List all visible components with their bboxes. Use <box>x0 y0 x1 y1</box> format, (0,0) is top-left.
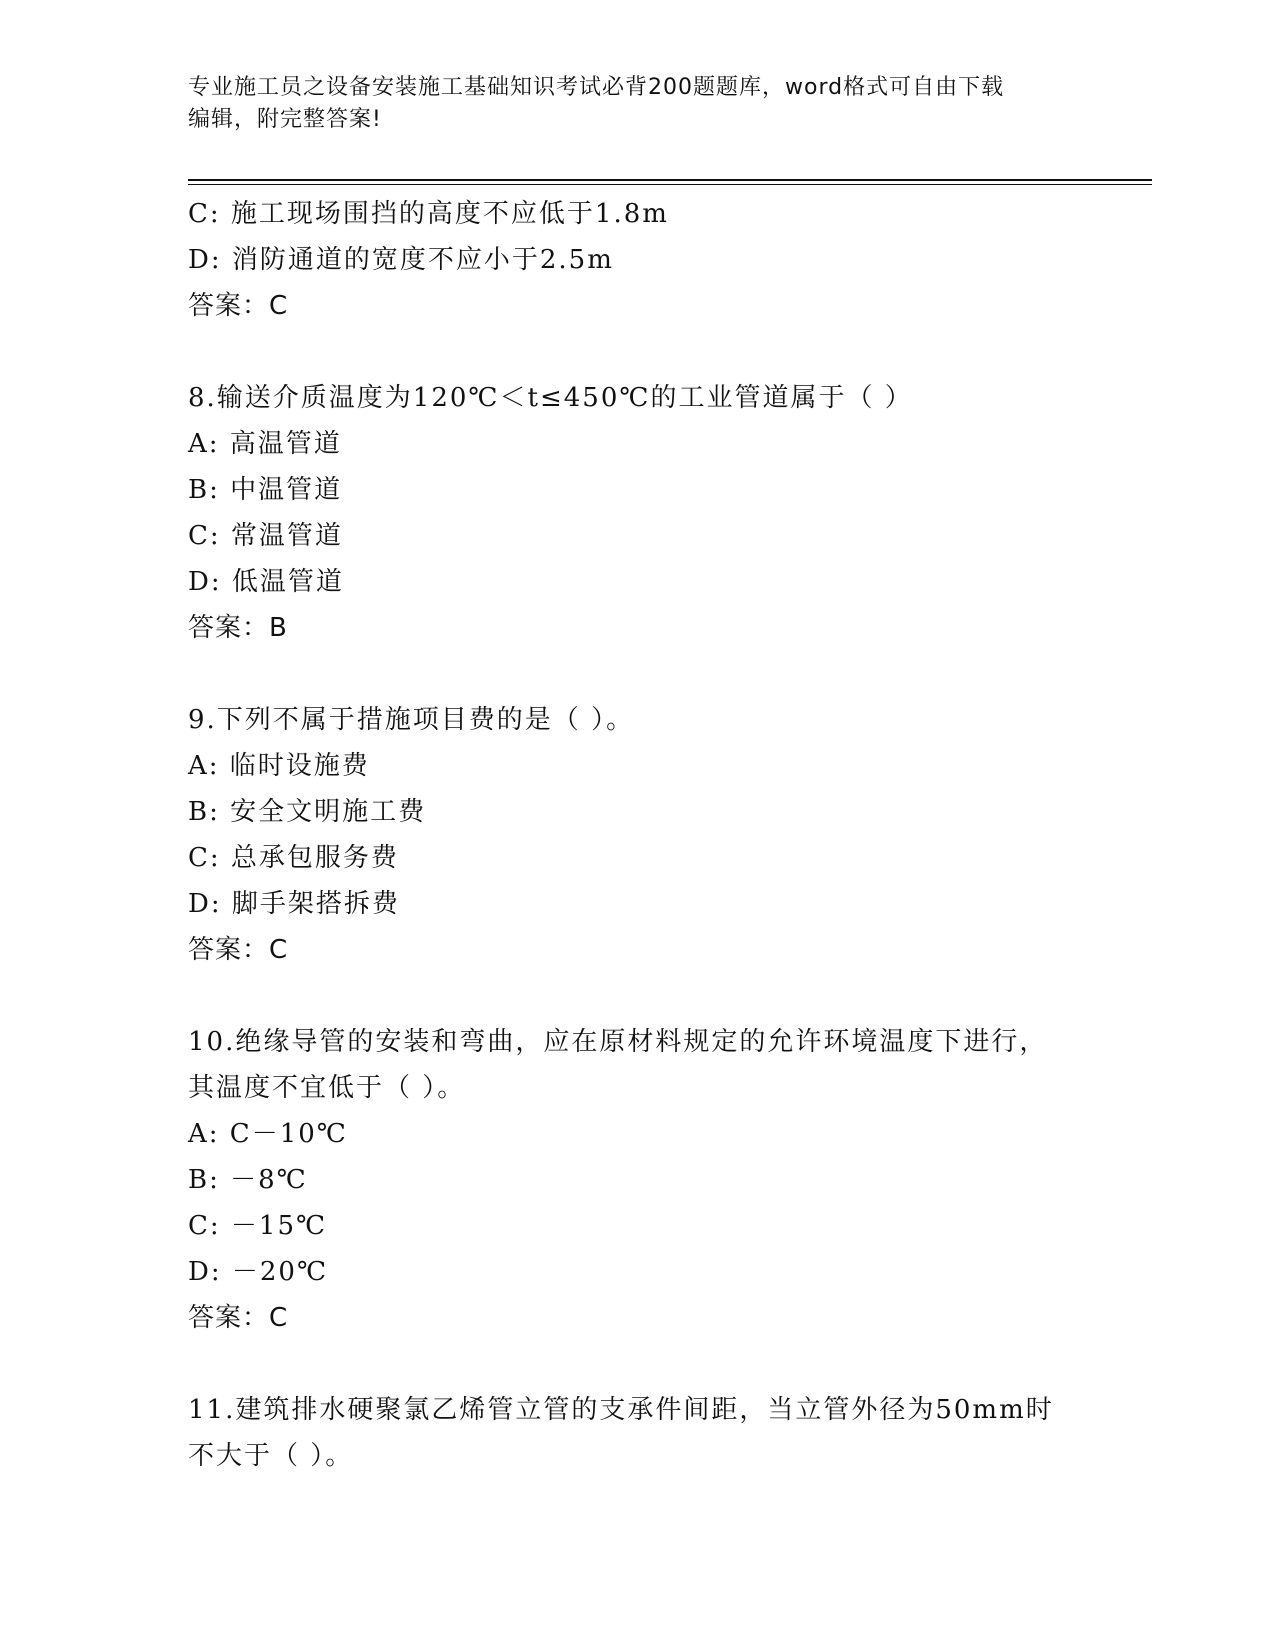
q11-question-line-2: 不大于（ ）。 <box>188 1441 354 1471</box>
question-10-block <box>188 1019 1088 1341</box>
spacer <box>188 1341 1088 1387</box>
q9-option-b: B: 安全文明施工费 <box>188 797 427 827</box>
q10-question-line-2: 其温度不宜低于（ ）。 <box>188 1073 466 1103</box>
header-line-1: 专业施工员之设备安装施工基础知识考试必背200题题库，word格式可自由下载 <box>188 75 1005 100</box>
spacer <box>188 329 1088 375</box>
spacer <box>188 973 1088 1019</box>
q11-question-line-1: 11.建筑排水硬聚氯乙烯管立管的支承件间距，当立管外径为50mm时 <box>188 1395 1054 1425</box>
q8-option-a: A: 高温管道 <box>188 429 342 459</box>
q8-option-c: C: 常温管道 <box>188 521 343 551</box>
question-8-block <box>188 375 1088 651</box>
q8-question: 8.输送介质温度为120℃＜t≤450℃的工业管道属于（ ） <box>188 383 913 413</box>
q9-answer: 答案：C <box>188 935 289 965</box>
q10-option-d: D: －20℃ <box>188 1257 329 1287</box>
q9-question: 9.下列不属于措施项目费的是（ ）。 <box>188 705 635 735</box>
header-rule-thick <box>188 179 1152 181</box>
question-9-block <box>188 697 1088 973</box>
q10-option-c: C: －15℃ <box>188 1211 328 1241</box>
q9-option-d: D: 脚手架搭拆费 <box>188 889 400 919</box>
q10-answer: 答案：C <box>188 1303 289 1333</box>
header-rule-thin <box>188 184 1152 185</box>
q10-question-line-1: 10.绝缘导管的安装和弯曲，应在原材料规定的允许环境温度下进行， <box>188 1027 1048 1057</box>
q10-option-a: A: C－10℃ <box>188 1119 348 1149</box>
spacer <box>188 651 1088 697</box>
q8-option-b: B: 中温管道 <box>188 475 343 505</box>
q8-option-d: D: 低温管道 <box>188 567 344 597</box>
q7-answer: 答案：C <box>188 291 289 321</box>
q7-option-d: D: 消防通道的宽度不应小于2.5m <box>188 245 614 275</box>
question-11-block <box>188 1387 1088 1479</box>
q10-option-b: B: －8℃ <box>188 1165 308 1195</box>
q9-option-c: C: 总承包服务费 <box>188 843 399 873</box>
document-header <box>188 72 1088 136</box>
header-line-2: 编辑，附完整答案! <box>188 107 382 132</box>
q8-answer: 答案：B <box>188 613 288 643</box>
question-7-block <box>188 191 1088 329</box>
question-list <box>188 191 1088 1479</box>
q7-option-c: C: 施工现场围挡的高度不应低于1.8m <box>188 199 669 229</box>
q9-option-a: A: 临时设施费 <box>188 751 370 781</box>
